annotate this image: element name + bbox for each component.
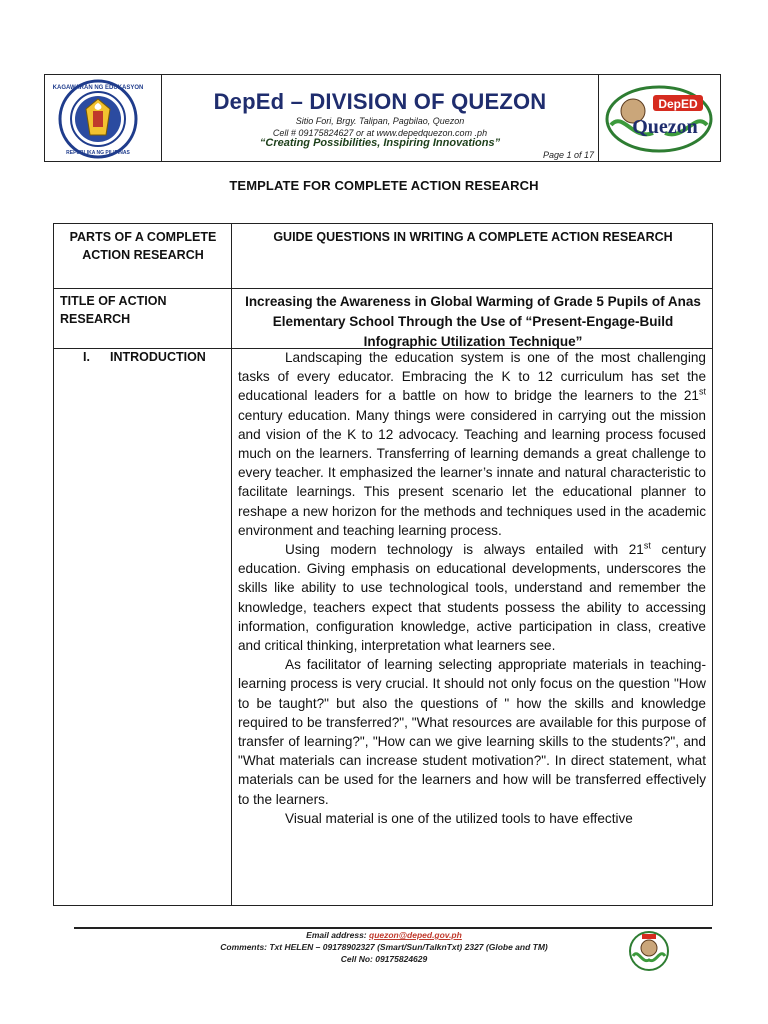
org-motto: “Creating Possibilities, Inspiring Innovations” bbox=[259, 137, 501, 149]
deped-quezon-logo-icon bbox=[603, 81, 715, 155]
letterhead bbox=[44, 74, 721, 162]
paragraph: Landscaping the education system is one of the most challenging tasks of every educator. Embracing the K to 12 curriculum has set the educational leaders for a battle on how to bridge the learners to the 21st century education. Many things were considered in carrying out the mission and vision of the K to 12 advocacy. Teaching and learning process focused much on the learners. Transferring of learning demands a great challenge to every teacher. It emphasized the learner’s innate and natural characteristic to facilitate learnings. This present scenario let the educational planner to reshape a new horizon for the methods and techniques used in the academic environment and teaching learning process. bbox=[238, 350, 706, 538]
org-address bbox=[161, 115, 599, 139]
seal-cell bbox=[45, 75, 162, 161]
column-divider bbox=[231, 224, 232, 905]
research-title: Increasing the Awareness in Global Warming of Grade 5 Pupils of Anas Elementary School Through the Use of “Present-Engage-Build Infographic Utilization Technique” bbox=[245, 294, 701, 349]
svg-text:REPUBLIKA NG PILIPINAS: REPUBLIKA NG PILIPINAS bbox=[66, 150, 130, 156]
logo-cell bbox=[598, 75, 720, 161]
introduction-label bbox=[83, 350, 206, 364]
org-title: DepEd – DIVISION OF QUEZON bbox=[213, 89, 547, 114]
title-label: TITLE OF ACTION RESEARCH bbox=[60, 294, 167, 326]
introduction-body bbox=[238, 348, 706, 828]
section-number: I. bbox=[83, 350, 90, 364]
document-heading: TEMPLATE FOR COMPLETE ACTION RESEARCH bbox=[229, 178, 539, 193]
column-header-parts: PARTS OF A COMPLETE ACTION RESEARCH bbox=[69, 230, 217, 262]
deped-seal-icon bbox=[52, 79, 144, 159]
email-link[interactable]: quezon@deped.gov.ph bbox=[369, 930, 462, 940]
address-line: Sitio Fori, Brgy. Talipan, Pagbilao, Quezon bbox=[295, 116, 465, 126]
svg-text:KAGAWARAN NG EDUKASYON: KAGAWARAN NG EDUKASYON bbox=[52, 85, 144, 91]
row-divider bbox=[54, 288, 712, 289]
footer-comments: Comments: Txt HELEN – 09178902327 (Smart/Sun/TalknTxt) 2327 (Globe and TM) bbox=[220, 942, 548, 952]
footer-email-line: Email address: quezon@deped.gov.ph bbox=[306, 930, 462, 940]
paragraph: As facilitator of learning selecting appropriate materials in teaching-learning process is very crucial. It should not only focus on the question "How to be taught?" but also the questions of " how the skills and knowledge required to be transferred?", "What resources are available for this purpose of transfer of learning?", "How can we give learning skills to the students?", and "What materials can increase student motivation?". In direct statement, what materials can be used for the learners and how will be transferred effectively to the learners. bbox=[238, 657, 706, 807]
logo-text-top: DepED bbox=[658, 97, 698, 111]
footer-cell: Cell No: 09175824629 bbox=[340, 954, 428, 964]
page-indicator: Page 1 of 17 bbox=[542, 150, 594, 160]
paragraph: Using modern technology is always entailed with 21st century education. Giving emphasis on educational developments, underscores the skills like ability to use technological tools, understand and remember the knowledge, teachers expect that students possess the ability to accessing information, configuration knowledge, active participation in class, creative and critical thinking, interpretation what learners see. bbox=[238, 540, 706, 654]
logo-text-bottom: Quezon bbox=[632, 116, 698, 138]
section-name: INTRODUCTION bbox=[110, 350, 206, 364]
contact-line: Cell # 09175824627 or at www.depedquezon.com .ph bbox=[272, 128, 488, 138]
quezon-emblem-icon bbox=[628, 930, 670, 972]
research-template-table bbox=[53, 223, 713, 906]
column-header-guide: GUIDE QUESTIONS IN WRITING A COMPLETE ACTION RESEARCH bbox=[273, 230, 673, 244]
paragraph: Visual material is one of the utilized tools to have effective bbox=[285, 810, 633, 826]
